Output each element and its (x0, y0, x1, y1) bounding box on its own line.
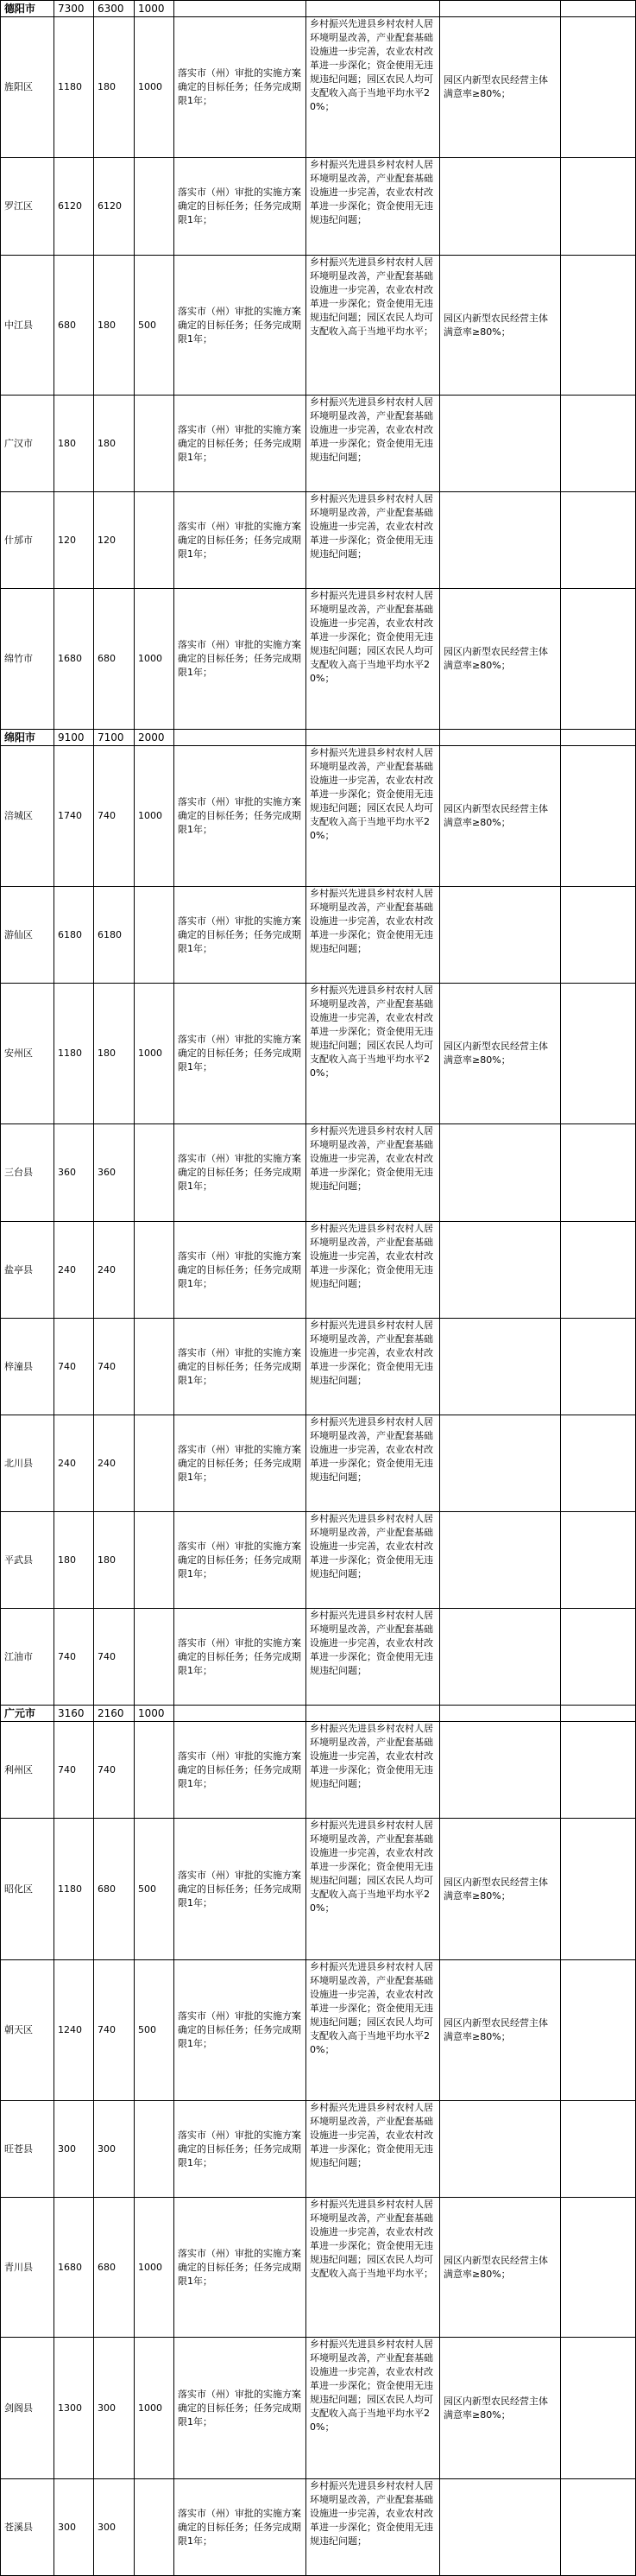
city-total-amount: 7300 (54, 1, 94, 17)
county-name: 罗江区 (1, 158, 54, 256)
county-amount-a: 180 (94, 396, 135, 492)
county-amount-a: 240 (94, 1222, 135, 1319)
performance-indicator-text: 乡村振兴先进县乡村农村人居环境明显改善，产业配套基础设施进一步完善，农业农村改革进一步深化；资金使用无违规违纪问题；园区农民人均可支配收入高于当地平均水平20%； (306, 17, 440, 158)
county-amount-a: 740 (94, 1722, 135, 1819)
city-amount-b: 2000 (135, 730, 174, 746)
city-amount-a: 2160 (94, 1706, 135, 1722)
satisfaction-indicator-text (440, 1415, 561, 1512)
satisfaction-indicator-text (440, 158, 561, 256)
city-empty-cell (306, 1706, 440, 1722)
remarks-cell (561, 1222, 636, 1319)
task-target-text: 落实市（州）审批的实施方案确定的目标任务；任务完成期限1年； (174, 396, 306, 492)
performance-indicator-text: 乡村振兴先进县乡村农村人居环境明显改善，产业配套基础设施进一步完善，农业农村改革进一步深化；资金使用无违规违纪问题； (306, 1124, 440, 1222)
city-empty-cell (174, 1, 306, 17)
satisfaction-indicator-text (440, 1124, 561, 1222)
remarks-cell (561, 2198, 636, 2338)
county-amount-b (135, 1415, 174, 1512)
county-name: 旺苍县 (1, 2101, 54, 2198)
task-target-text: 落实市（州）审批的实施方案确定的目标任务；任务完成期限1年； (174, 1722, 306, 1819)
county-name: 游仙区 (1, 887, 54, 984)
county-name: 朝天区 (1, 1960, 54, 2101)
remarks-cell (561, 158, 636, 256)
county-amount-a: 180 (94, 17, 135, 158)
county-name: 什邡市 (1, 492, 54, 589)
satisfaction-indicator-text: 园区内新型农民经营主体满意率≥80%； (440, 589, 561, 730)
county-name: 平武县 (1, 1512, 54, 1609)
remarks-cell (561, 1819, 636, 1960)
city-name: 广元市 (1, 1706, 54, 1722)
county-amount-b (135, 158, 174, 256)
task-target-text: 落实市（州）审批的实施方案确定的目标任务；任务完成期限1年； (174, 2338, 306, 2479)
county-name: 安州区 (1, 984, 54, 1124)
county-row (1, 1222, 636, 1319)
performance-indicator-text: 乡村振兴先进县乡村农村人居环境明显改善，产业配套基础设施进一步完善，农业农村改革进一步深化；资金使用无违规违纪问题； (306, 1722, 440, 1819)
county-total-amount: 740 (54, 1722, 94, 1819)
county-amount-b (135, 887, 174, 984)
performance-indicator-text: 乡村振兴先进县乡村农村人居环境明显改善，产业配套基础设施进一步完善，农业农村改革进一步深化；资金使用无违规违纪问题；园区农民人均可支配收入高于当地平均水平20%； (306, 1960, 440, 2101)
county-total-amount: 300 (54, 2101, 94, 2198)
county-total-amount: 6180 (54, 887, 94, 984)
county-amount-a: 740 (94, 1609, 135, 1706)
remarks-cell (561, 2101, 636, 2198)
city-row (1, 1706, 636, 1722)
remarks-cell (561, 1722, 636, 1819)
remarks-cell (561, 746, 636, 887)
task-target-text: 落实市（州）审批的实施方案确定的目标任务；任务完成期限1年； (174, 1960, 306, 2101)
performance-indicator-text: 乡村振兴先进县乡村农村人居环境明显改善，产业配套基础设施进一步完善，农业农村改革进一步深化；资金使用无违规违纪问题； (306, 1415, 440, 1512)
task-target-text: 落实市（州）审批的实施方案确定的目标任务；任务完成期限1年； (174, 1512, 306, 1609)
county-row (1, 492, 636, 589)
county-amount-b: 1000 (135, 589, 174, 730)
county-name: 剑阁县 (1, 2338, 54, 2479)
remarks-cell (561, 1960, 636, 2101)
county-name: 利州区 (1, 1722, 54, 1819)
city-empty-cell (440, 1, 561, 17)
county-name: 旌阳区 (1, 17, 54, 158)
county-row (1, 1819, 636, 1960)
county-total-amount: 680 (54, 256, 94, 396)
county-total-amount: 740 (54, 1609, 94, 1706)
city-amount-b: 1000 (135, 1706, 174, 1722)
satisfaction-indicator-text: 园区内新型农民经营主体满意率≥80%； (440, 2338, 561, 2479)
city-empty-cell (306, 1, 440, 17)
performance-indicator-text: 乡村振兴先进县乡村农村人居环境明显改善，产业配套基础设施进一步完善，农业农村改革进一步深化；资金使用无违规违纪问题； (306, 1319, 440, 1415)
task-target-text: 落实市（州）审批的实施方案确定的目标任务；任务完成期限1年； (174, 887, 306, 984)
county-amount-a: 360 (94, 1124, 135, 1222)
county-amount-a: 300 (94, 2101, 135, 2198)
performance-indicator-text: 乡村振兴先进县乡村农村人居环境明显改善，产业配套基础设施进一步完善，农业农村改革进一步深化；资金使用无违规违纪问题；园区农民人均可支配收入高于当地平均水平20%； (306, 2338, 440, 2479)
county-total-amount: 360 (54, 1124, 94, 1222)
county-amount-a: 6120 (94, 158, 135, 256)
task-target-text: 落实市（州）审批的实施方案确定的目标任务；任务完成期限1年； (174, 589, 306, 730)
task-target-text: 落实市（州）审批的实施方案确定的目标任务；任务完成期限1年； (174, 1609, 306, 1706)
task-target-text: 落实市（州）审批的实施方案确定的目标任务；任务完成期限1年； (174, 1319, 306, 1415)
county-row (1, 2198, 636, 2338)
county-total-amount: 300 (54, 2479, 94, 2576)
city-empty-cell (440, 1706, 561, 1722)
remarks-cell (561, 2338, 636, 2479)
city-empty-cell (440, 730, 561, 746)
city-empty-cell (306, 730, 440, 746)
task-target-text: 落实市（州）审批的实施方案确定的目标任务；任务完成期限1年； (174, 2198, 306, 2338)
county-name: 北川县 (1, 1415, 54, 1512)
county-amount-a: 300 (94, 2338, 135, 2479)
performance-indicator-text: 乡村振兴先进县乡村农村人居环境明显改善，产业配套基础设施进一步完善，农业农村改革进一步深化；资金使用无违规违纪问题；园区农民人均可支配收入高于当地平均水平； (306, 256, 440, 396)
task-target-text: 落实市（州）审批的实施方案确定的目标任务；任务完成期限1年； (174, 2101, 306, 2198)
county-total-amount: 1740 (54, 746, 94, 887)
task-target-text: 落实市（州）审批的实施方案确定的目标任务；任务完成期限1年； (174, 984, 306, 1124)
satisfaction-indicator-text: 园区内新型农民经营主体满意率≥80%； (440, 256, 561, 396)
county-total-amount: 180 (54, 396, 94, 492)
county-total-amount: 120 (54, 492, 94, 589)
performance-indicator-text: 乡村振兴先进县乡村农村人居环境明显改善，产业配套基础设施进一步完善，农业农村改革进一步深化；资金使用无违规违纪问题； (306, 1512, 440, 1609)
city-amount-a: 7100 (94, 730, 135, 746)
city-amount-b: 1000 (135, 1, 174, 17)
county-total-amount: 740 (54, 1319, 94, 1415)
county-amount-b: 1000 (135, 17, 174, 158)
remarks-cell (561, 2479, 636, 2576)
county-amount-b: 1000 (135, 984, 174, 1124)
satisfaction-indicator-text (440, 2101, 561, 2198)
task-target-text: 落实市（州）审批的实施方案确定的目标任务；任务完成期限1年； (174, 17, 306, 158)
city-empty-cell (561, 1, 636, 17)
satisfaction-indicator-text (440, 1722, 561, 1819)
city-name: 绵阳市 (1, 730, 54, 746)
city-row (1, 730, 636, 746)
county-total-amount: 1680 (54, 589, 94, 730)
satisfaction-indicator-text: 园区内新型农民经营主体满意率≥80%； (440, 2198, 561, 2338)
remarks-cell (561, 984, 636, 1124)
county-name: 青川县 (1, 2198, 54, 2338)
county-name: 苍溪县 (1, 2479, 54, 2576)
county-row (1, 746, 636, 887)
city-total-amount: 9100 (54, 730, 94, 746)
county-row (1, 984, 636, 1124)
county-total-amount: 1180 (54, 984, 94, 1124)
county-row (1, 2101, 636, 2198)
remarks-cell (561, 1124, 636, 1222)
performance-indicator-text: 乡村振兴先进县乡村农村人居环境明显改善，产业配套基础设施进一步完善，农业农村改革进一步深化；资金使用无违规违纪问题；园区农民人均可支配收入高于当地平均水平； (306, 2198, 440, 2338)
county-name: 绵竹市 (1, 589, 54, 730)
satisfaction-indicator-text (440, 396, 561, 492)
county-amount-a: 240 (94, 1415, 135, 1512)
city-empty-cell (561, 730, 636, 746)
county-name: 广汉市 (1, 396, 54, 492)
task-target-text: 落实市（州）审批的实施方案确定的目标任务；任务完成期限1年； (174, 1415, 306, 1512)
county-amount-b: 1000 (135, 746, 174, 887)
county-amount-b (135, 492, 174, 589)
city-row (1, 1, 636, 17)
satisfaction-indicator-text: 园区内新型农民经营主体满意率≥80%； (440, 984, 561, 1124)
county-amount-b (135, 1722, 174, 1819)
county-name: 盐亭县 (1, 1222, 54, 1319)
satisfaction-indicator-text (440, 887, 561, 984)
county-amount-a: 680 (94, 2198, 135, 2338)
satisfaction-indicator-text (440, 1609, 561, 1706)
county-total-amount: 1180 (54, 1819, 94, 1960)
remarks-cell (561, 256, 636, 396)
county-row (1, 1415, 636, 1512)
task-target-text: 落实市（州）审批的实施方案确定的目标任务；任务完成期限1年； (174, 256, 306, 396)
county-name: 江油市 (1, 1609, 54, 1706)
satisfaction-indicator-text (440, 492, 561, 589)
remarks-cell (561, 887, 636, 984)
task-target-text: 落实市（州）审批的实施方案确定的目标任务；任务完成期限1年； (174, 746, 306, 887)
remarks-cell (561, 589, 636, 730)
task-target-text: 落实市（州）审批的实施方案确定的目标任务；任务完成期限1年； (174, 1222, 306, 1319)
remarks-cell (561, 1319, 636, 1415)
performance-indicator-text: 乡村振兴先进县乡村农村人居环境明显改善，产业配套基础设施进一步完善，农业农村改革进一步深化；资金使用无违规违纪问题； (306, 492, 440, 589)
county-row (1, 17, 636, 158)
county-amount-b: 500 (135, 256, 174, 396)
remarks-cell (561, 1512, 636, 1609)
county-total-amount: 1180 (54, 17, 94, 158)
county-total-amount: 1300 (54, 2338, 94, 2479)
county-amount-a: 120 (94, 492, 135, 589)
remarks-cell (561, 1609, 636, 1706)
county-total-amount: 1680 (54, 2198, 94, 2338)
county-total-amount: 240 (54, 1415, 94, 1512)
remarks-cell (561, 396, 636, 492)
county-row (1, 2338, 636, 2479)
task-target-text: 落实市（州）审批的实施方案确定的目标任务；任务完成期限1年； (174, 2479, 306, 2576)
remarks-cell (561, 17, 636, 158)
county-row (1, 256, 636, 396)
remarks-cell (561, 492, 636, 589)
satisfaction-indicator-text (440, 1512, 561, 1609)
county-row (1, 1722, 636, 1819)
performance-indicator-text: 乡村振兴先进县乡村农村人居环境明显改善，产业配套基础设施进一步完善，农业农村改革进一步深化；资金使用无违规违纪问题； (306, 1609, 440, 1706)
satisfaction-indicator-text: 园区内新型农民经营主体满意率≥80%； (440, 1960, 561, 2101)
county-amount-a: 300 (94, 2479, 135, 2576)
performance-indicator-text: 乡村振兴先进县乡村农村人居环境明显改善，产业配套基础设施进一步完善，农业农村改革进一步深化；资金使用无违规违纪问题； (306, 2479, 440, 2576)
performance-indicator-text: 乡村振兴先进县乡村农村人居环境明显改善，产业配套基础设施进一步完善，农业农村改革进一步深化；资金使用无违规违纪问题；园区农民人均可支配收入高于当地平均水平20%； (306, 746, 440, 887)
county-name: 三台县 (1, 1124, 54, 1222)
county-name: 中江县 (1, 256, 54, 396)
city-amount-a: 6300 (94, 1, 135, 17)
task-target-text: 落实市（州）审批的实施方案确定的目标任务；任务完成期限1年； (174, 492, 306, 589)
county-amount-b (135, 1222, 174, 1319)
county-amount-a: 740 (94, 1319, 135, 1415)
city-empty-cell (561, 1706, 636, 1722)
county-row (1, 1960, 636, 2101)
county-amount-a: 740 (94, 746, 135, 887)
county-amount-b: 500 (135, 1819, 174, 1960)
city-name: 德阳市 (1, 1, 54, 17)
performance-indicator-text: 乡村振兴先进县乡村农村人居环境明显改善，产业配套基础设施进一步完善，农业农村改革进一步深化；资金使用无违规违纪问题； (306, 158, 440, 256)
county-row (1, 1319, 636, 1415)
performance-indicator-text: 乡村振兴先进县乡村农村人居环境明显改善，产业配套基础设施进一步完善，农业农村改革进一步深化；资金使用无违规违纪问题；园区农民人均可支配收入高于当地平均水平20%； (306, 984, 440, 1124)
county-row (1, 1512, 636, 1609)
county-amount-b (135, 2479, 174, 2576)
city-empty-cell (174, 1706, 306, 1722)
county-amount-a: 680 (94, 589, 135, 730)
county-total-amount: 1240 (54, 1960, 94, 2101)
performance-indicator-text: 乡村振兴先进县乡村农村人居环境明显改善，产业配套基础设施进一步完善，农业农村改革进一步深化；资金使用无违规违纪问题； (306, 396, 440, 492)
county-amount-b: 500 (135, 1960, 174, 2101)
satisfaction-indicator-text: 园区内新型农民经营主体满意率≥80%； (440, 746, 561, 887)
county-row (1, 1609, 636, 1706)
county-row (1, 1124, 636, 1222)
county-name: 昭化区 (1, 1819, 54, 1960)
satisfaction-indicator-text (440, 2479, 561, 2576)
performance-indicator-text: 乡村振兴先进县乡村农村人居环境明显改善，产业配套基础设施进一步完善，农业农村改革进一步深化；资金使用无违规违纪问题； (306, 2101, 440, 2198)
performance-indicator-text: 乡村振兴先进县乡村农村人居环境明显改善，产业配套基础设施进一步完善，农业农村改革进一步深化；资金使用无违规违纪问题； (306, 887, 440, 984)
satisfaction-indicator-text (440, 1222, 561, 1319)
county-amount-a: 740 (94, 1960, 135, 2101)
county-total-amount: 6120 (54, 158, 94, 256)
performance-indicator-text: 乡村振兴先进县乡村农村人居环境明显改善，产业配套基础设施进一步完善，农业农村改革进一步深化；资金使用无违规违纪问题；园区农民人均可支配收入高于当地平均水平20%； (306, 589, 440, 730)
county-name: 梓潼县 (1, 1319, 54, 1415)
task-target-text: 落实市（州）审批的实施方案确定的目标任务；任务完成期限1年； (174, 1819, 306, 1960)
city-empty-cell (174, 730, 306, 746)
county-amount-b: 1000 (135, 2338, 174, 2479)
county-amount-a: 180 (94, 256, 135, 396)
task-target-text: 落实市（州）审批的实施方案确定的目标任务；任务完成期限1年； (174, 158, 306, 256)
county-amount-b: 1000 (135, 2198, 174, 2338)
county-row (1, 2479, 636, 2576)
county-amount-a: 180 (94, 1512, 135, 1609)
county-amount-b (135, 1609, 174, 1706)
city-total-amount: 3160 (54, 1706, 94, 1722)
county-total-amount: 180 (54, 1512, 94, 1609)
satisfaction-indicator-text (440, 1319, 561, 1415)
county-row (1, 396, 636, 492)
county-amount-b (135, 2101, 174, 2198)
county-amount-b (135, 1512, 174, 1609)
performance-indicator-text: 乡村振兴先进县乡村农村人居环境明显改善，产业配套基础设施进一步完善，农业农村改革进一步深化；资金使用无违规违纪问题；园区农民人均可支配收入高于当地平均水平20%； (306, 1819, 440, 1960)
remarks-cell (561, 1415, 636, 1512)
county-name: 涪城区 (1, 746, 54, 887)
county-amount-a: 6180 (94, 887, 135, 984)
county-amount-a: 180 (94, 984, 135, 1124)
county-row (1, 589, 636, 730)
task-target-text: 落实市（州）审批的实施方案确定的目标任务；任务完成期限1年； (174, 1124, 306, 1222)
county-amount-b (135, 1319, 174, 1415)
county-total-amount: 240 (54, 1222, 94, 1319)
county-row (1, 158, 636, 256)
county-amount-b (135, 396, 174, 492)
county-amount-a: 680 (94, 1819, 135, 1960)
county-row (1, 887, 636, 984)
performance-indicator-text: 乡村振兴先进县乡村农村人居环境明显改善，产业配套基础设施进一步完善，农业农村改革进一步深化；资金使用无违规违纪问题； (306, 1222, 440, 1319)
satisfaction-indicator-text: 园区内新型农民经营主体满意率≥80%； (440, 1819, 561, 1960)
county-amount-b (135, 1124, 174, 1222)
satisfaction-indicator-text: 园区内新型农民经营主体满意率≥80%； (440, 17, 561, 158)
